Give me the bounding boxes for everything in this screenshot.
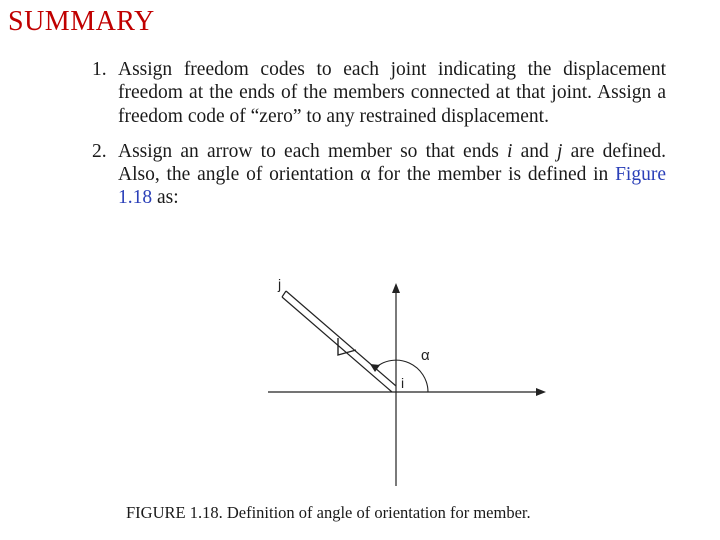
x-axis-arrowhead	[536, 388, 546, 396]
step-2-text-b: and	[512, 140, 558, 162]
member-end-cap	[282, 291, 286, 297]
figure-reference-link[interactable]: Figure 1.18	[118, 164, 666, 209]
alpha-symbol: α	[360, 164, 371, 186]
step-2-text-d: for the member is defined in	[370, 164, 616, 186]
summary-steps	[92, 58, 666, 222]
member-direction-arrow	[338, 338, 356, 355]
step-2-text-a: Assign an arrow to each member so that ends	[118, 140, 508, 162]
step-2-text-e: as:	[152, 187, 179, 209]
step-2	[92, 140, 666, 210]
y-axis-arrowhead	[392, 283, 400, 293]
end-i-figure-label: i	[401, 375, 405, 391]
step-2-text-c: are defined. Also, the angle of orientation	[118, 140, 667, 186]
step-1-text: Assign freedom codes to each joint indicating the displacement freedom at the ends of the members connected at that joint. Assign a freedom code of “zero” to any restrained displacement.	[118, 59, 666, 127]
end-j-label: j	[557, 140, 563, 162]
step-1-number: 1.	[92, 59, 107, 80]
member-edge-upper	[286, 291, 396, 386]
slide-title: SUMMARY	[8, 6, 155, 37]
figure-caption: FIGURE 1.18. Definition of angle of orientation for member.	[126, 503, 531, 522]
end-i-label: i	[507, 140, 513, 162]
end-j-figure-label: j	[278, 276, 282, 292]
step-2-number: 2.	[92, 140, 107, 162]
orientation-figure	[258, 272, 558, 492]
alpha-figure-label: α	[421, 347, 430, 364]
member-edge-lower	[282, 297, 392, 392]
step-1	[92, 58, 666, 128]
